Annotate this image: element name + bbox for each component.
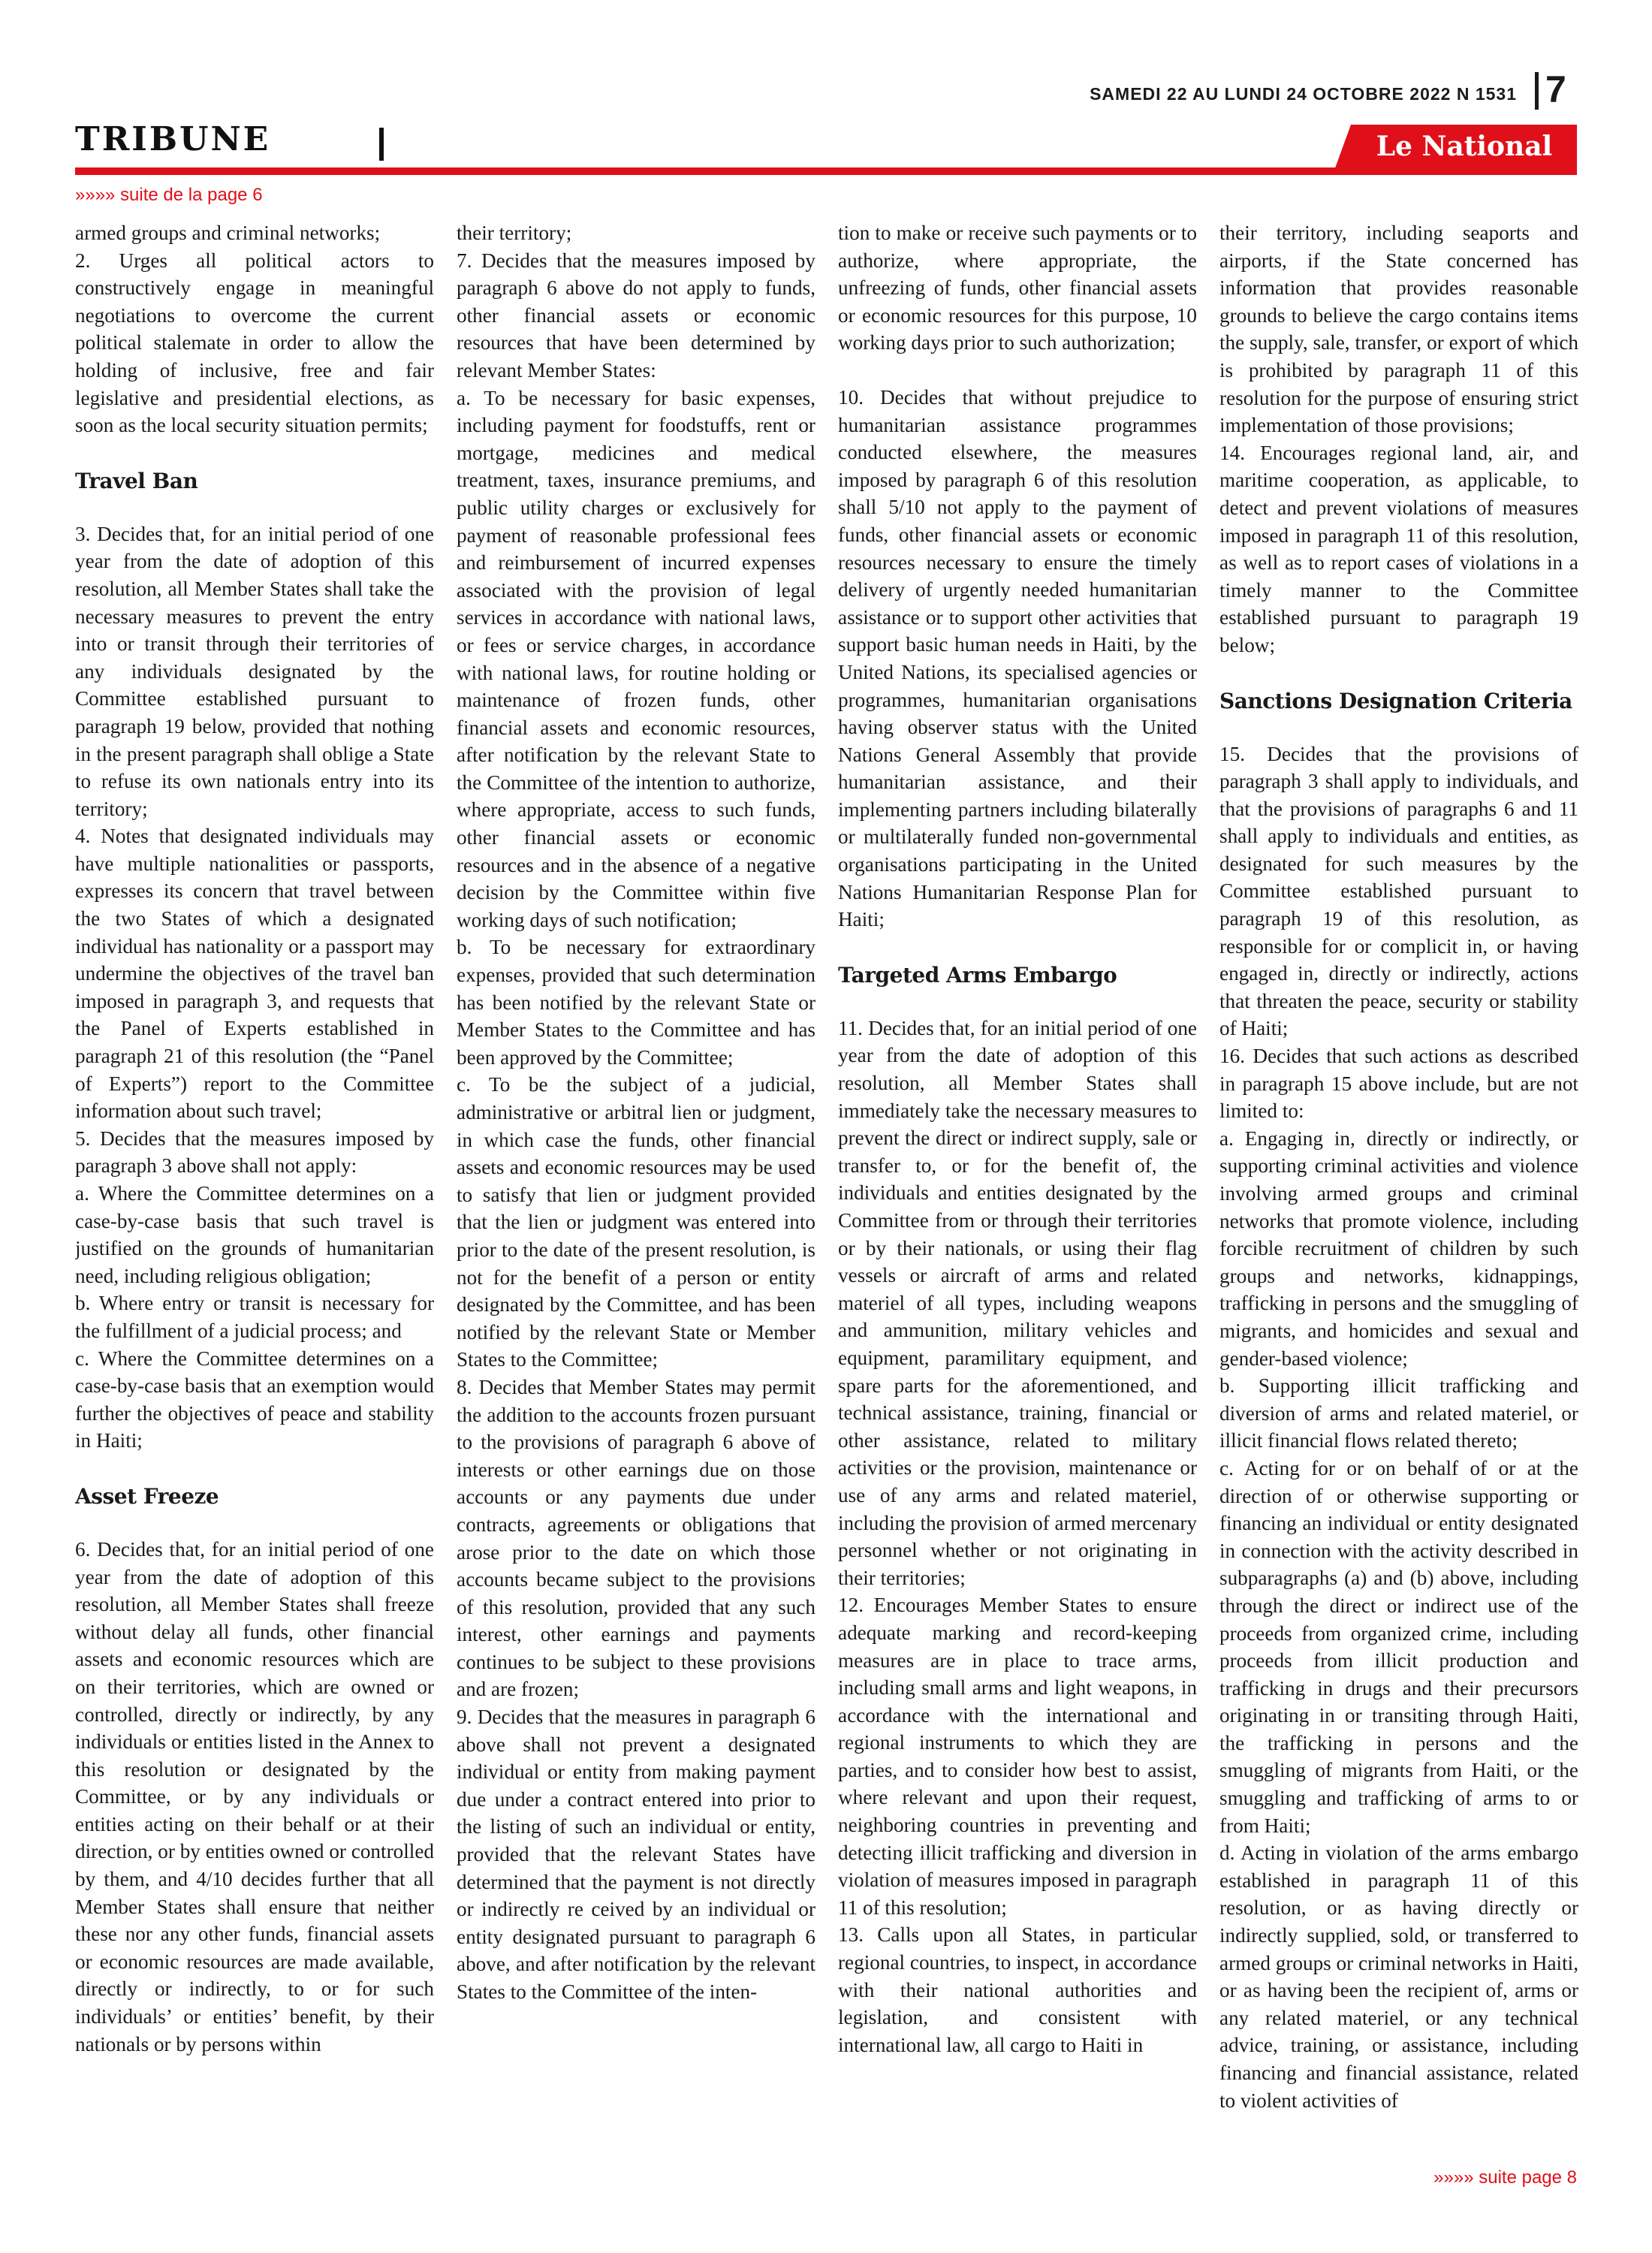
text-column-3 (838, 219, 1197, 2164)
paragraph: 6. Decides that, for an initial period of one year from the date of adoption of this resolution, all Member States shall freeze without delay all funds, other financial assets and economic resources which are on their territories, which are owned or controlled, directly or indirectly, by any individuals or entities listed in the Annex to this resolution or designated by the Committee, or by any individuals or entities acting on their behalf or at their direction, or by entities owned or controlled by them, and 4/10 decides further that all Member States shall ensure that neither these nor any other funds, financial assets or economic resources are made available, directly or indirectly, to or for such individuals’ or entities’ benefit, by their nationals or by persons within (75, 1537, 434, 2055)
paragraph: 15. Decides that the provisions of paragraph 3 shall apply to individuals, and that the provisions of paragraphs 6 and 11 shall apply to individuals and entities, as designated for such measures by the Committee established pursuant to paragraph 19 of this resolution, as responsible for or complicit in, or having engaged in, directly or indirectly, actions that threaten the peace, security or stability of Haiti; (1219, 742, 1578, 1040)
paragraph: 16. Decides that such actions as described in paragraph 15 above include, but are not limited to: (1219, 1045, 1578, 1123)
paragraph: 2. Urges all political actors to constructively engage in meaningful negotiations to overcome the current political stalemate in order to allow the holding of inclusive, free and fair legislative and presidential elections, as soon as the local security situation permits; (75, 249, 434, 437)
text-column-2 (457, 219, 815, 2164)
paragraph: d. Acting in violation of the arms embargo established in paragraph 11 of this resolution, or as having directly or indirectly supplied, sold, or transferred to armed groups or criminal networks in Haiti, or as having been the recipient of, arms or any related materiel, or any technical advice, training, or assistance, including financing and financial assistance, related to violent activities of (1219, 1841, 1578, 2112)
paragraph: tion to make or receive such payments or to authorize, where appropriate, the unfreezing of funds, other financial assets or economic resources for this purpose, 10 working days prior to such authorization; (838, 222, 1197, 354)
paragraph: 11. Decides that, for an initial period of one year from the date of adoption of this resolution, all Member States shall immediately take the necessary measures to prevent the direct or indirect supply, sale or transfer to, or for the benefit of, the individuals and entities designated by the Committee from or through their territories or by their nationals, or using their flag vessels or aircraft of arms and related materiel of all types, including weapons and ammunition, military vehicles and equipment, paramilitary equipment, and spare parts for the aforementioned, and technical assistance, training, financial or other assistance, related to military activities or the provision, maintenance or use of any arms and related materiel, including the provision of armed mercenary personnel whether or not originating in their territories; (838, 1016, 1197, 1589)
paragraph: 4. Notes that designated individuals may have multiple nationalities or passports, expresses its concern that travel between the two States of which a designated individual has nationality or a passport may undermine the objectives of the travel ban imposed in paragraph 3, and requests that the Panel of Experts established in paragraph 21 of this resolution (the “Panel of Experts”) report to the Committee information about such travel; (75, 825, 434, 1123)
section-divider (379, 128, 384, 161)
paragraph: their territory; (457, 222, 572, 244)
paragraph: a. To be necessary for basic expenses, including payment for foodstuffs, rent or mortgage, medicines and medical treatment, taxes, insurance premiums, and public utility charges or exclusively for payment of reasonable professional fees and reimbursement of incurred expenses associated with the provision of legal services in accordance with national laws, or fees or service charges, in accordance with national laws, for routine holding or maintenance of frozen funds, other financial assets and economic resources, after notification by the relevant State to the Committee of the intention to authorize, where appropriate, access to such funds, other financial assets or economic resources and in the absence of a negative decision by the Committee within five working days of such notification; (457, 386, 815, 931)
continued-from: »»»» suite de la page 6 (75, 185, 263, 205)
header-divider (1535, 72, 1539, 110)
paragraph: a. Where the Committee determines on a case-by-case basis that such travel is justified on the grounds of humanitarian need, including religious obligation; (75, 1182, 434, 1287)
subheading-travel-ban: Travel Ban (75, 468, 198, 493)
paragraph: c. To be the subject of a judicial, administrative or arbitral lien or judgment, in which case the funds, other financial assets and economic resources may be used to satisfy that lien or judgment provided that the lien or judgment was entered into prior to the date of the present resolution, is not for the benefit of a person or entity designated by the Committee, and has been notified by the relevant State or Member States to the Committee; (457, 1073, 815, 1371)
subheading-asset-freeze: Asset Freeze (75, 1483, 219, 1509)
paragraph: 12. Encourages Member States to ensure adequate marking and record-keeping measures are in place to trace arms, including small arms and light weapons, in accordance with the international and regional instruments to which they are parties, and to consider how best to assist, where relevant and upon their request, neighboring countries in preventing and detecting illicit trafficking and diversion in violation of measures imposed in paragraph 11 of this resolution; (838, 1594, 1197, 1919)
paragraph: their territory, including seaports and airports, if the State concerned has information that provides reasonable grounds to believe the cargo contains items the supply, sale, transfer, or export of which is prohibited by paragraph 11 of this resolution for the purpose of ensuring strict implementation of those provisions; (1219, 222, 1578, 437)
paragraph: 9. Decides that the measures in paragraph 6 above shall not prevent a designated individual or entity from making payment due under a contract entered into prior to the listing of such an individual or entity, provided that the relevant States have determined that the payment is not directly or indirectly re ceived by an individual or entity designated pursuant to paragraph 6 above, and after notification by the relevant States to the Committee of the inten- (457, 1706, 815, 2003)
paragraph: b. Supporting illicit trafficking and diversion of arms and related materiel, or illicit financial flows related thereto; (1219, 1374, 1578, 1452)
paragraph: 10. Decides that without prejudice to humanitarian assistance programmes conducted elsewhere, the measures imposed by paragraph 6 of this resolution shall 5/10 not apply to the payment of funds, other financial assets or economic resources necessary to ensure the timely delivery of urgently needed humanitarian assistance or to support other activities that support basic human needs in Haiti, by the United Nations, its specialised agencies or programmes, humanitarian organisations having observer status with the United Nations General Assembly that provide humanitarian assistance, and their implementing partners including bilaterally or multilaterally funded non-governmental organisations participating in the United Nations Humanitarian Response Plan for Haiti; (838, 385, 1197, 931)
paragraph: 7. Decides that the measures imposed by paragraph 6 above do not apply to funds, other financial assets or economic resources that have been determined by relevant Member States: (457, 249, 815, 382)
paragraph: b. Where entry or transit is necessary for the fulfillment of a judicial process; and (75, 1292, 434, 1342)
subheading-arms-embargo: Targeted Arms Embargo (838, 962, 1117, 988)
paragraph: a. Engaging in, directly or indirectly, or supporting criminal activities and violence involving armed groups and criminal networks that promote violence, including forcible recruitment of children by such groups and networks, kidnappings, trafficking in persons and the smuggling of migrants, and homicides and sexual and gender-based violence; (1219, 1126, 1578, 1370)
text-column-1 (75, 219, 434, 2164)
paragraph: b. To be necessary for extraordinary expenses, provided that such determination has been notified by the relevant State or Member States to the Committee and has been approved by the Committee; (457, 936, 815, 1069)
paragraph: 8. Decides that Member States may permit the addition to the accounts frozen pursuant to the provisions of paragraph 6 above of interests or other earnings due on those accounts or any payments due under contracts, agreements or obligations that arose prior to the date on which those accounts became subject to the provisions of this resolution, provided that any such interest, other earnings and payments continues to be subject to these provisions and are frozen; (457, 1375, 815, 1701)
page-number: 7 (1545, 68, 1566, 110)
paragraph: c. Acting for or on behalf of or at the direction of or otherwise supporting or financing an individual or entity designated in connection with the activity described in subparagraphs (a) and (b) above, including through the direct or indirect use of the proceeds from organized crime, including proceeds from illicit production and trafficking in drugs and their precursors originating in or transiting through Haiti, the trafficking in persons and the smuggling of migrants from Haiti, or the smuggling and trafficking of arms to or from Haiti; (1219, 1456, 1578, 1837)
paragraph: 3. Decides that, for an initial period of one year from the date of adoption of this resolution, all Member States shall take the necessary measures to prevent the entry into or transit through their territories of any individuals designated by the Committee established pursuant to paragraph 19 below, provided that nothing in the present paragraph shall oblige a State to refuse its own nationals entry into its territory; (75, 522, 434, 820)
paragraph: 13. Calls upon all States, in particular regional countries, to inspect, in accordance with their national authorities and legislation, and consistent with international law, all cargo to Haiti in (838, 1923, 1197, 2056)
paragraph: armed groups and criminal networks; (75, 222, 381, 244)
publication-name: Le National (1376, 131, 1553, 162)
subheading-sanctions-criteria: Sanctions Designation Criteria (1219, 688, 1572, 713)
section-title: TRIBUNE (75, 120, 271, 158)
continued-to: »»»» suite page 8 (1433, 2167, 1577, 2188)
paragraph: 5. Decides that the measures imposed by paragraph 3 above shall not apply: (75, 1126, 434, 1178)
paragraph: 14. Encourages regional land, air, and maritime cooperation, as applicable, to detect and prevent violations of measures imposed in paragraph 11 of this resolution, as well as to report cases of violations in a timely manner to the Committee established pursuant to paragraph 19 below; (1219, 441, 1578, 656)
paragraph: c. Where the Committee determines on a case-by-case basis that an exemption would further the objectives of peace and stability in Haiti; (75, 1347, 434, 1452)
issue-date: SAMEDI 22 AU LUNDI 24 OCTOBRE 2022 N 1531 (1090, 84, 1517, 104)
text-column-4 (1219, 219, 1578, 2164)
